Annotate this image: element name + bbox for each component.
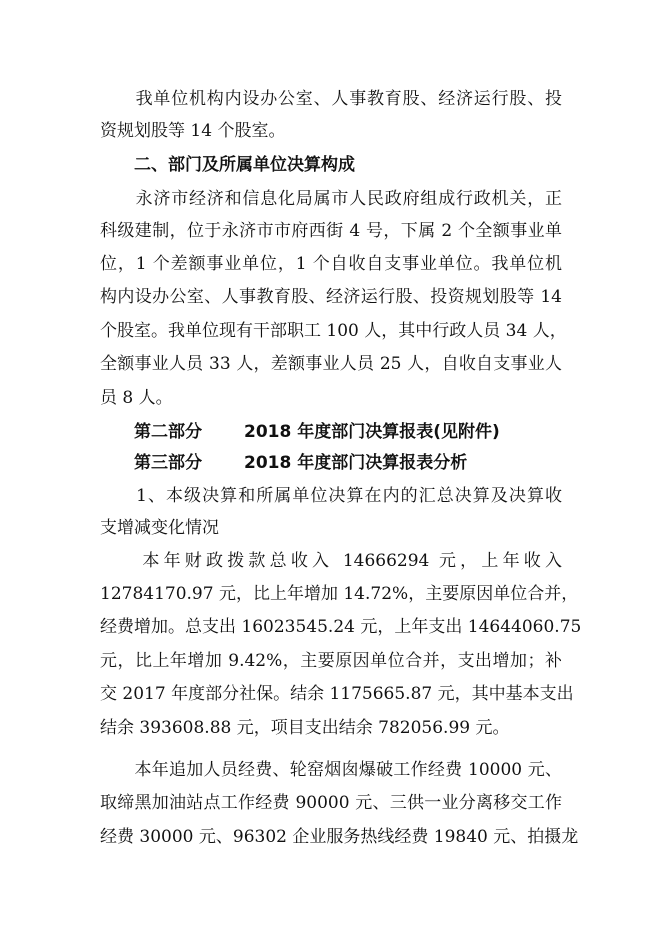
finance-line-2: 12784170.97 元，比上年增加 14.72%，主要原因单位合并， <box>100 584 579 604</box>
finance-line-5: 交 2017 年度部分社保。结余 1175665.87 元，其中基本支出 <box>100 684 574 704</box>
finance-line-4: 元，比上年增加 9.42%，主要原因单位合并，支出增加；补 <box>100 651 562 671</box>
extra-line-1: 本年追加人员经费、轮窑烟囱爆破工作经费 10000 元、 <box>100 760 562 780</box>
part-3-label: 第三部分 <box>134 453 202 473</box>
section2-line-2: 科级建制，位于永济市市府西街 4 号，下属 2 个全额事业单 <box>100 221 562 241</box>
finance-line-6: 结余 393608.88 元，项目支出结余 782056.99 元。 <box>100 718 510 738</box>
part-3-title: 2018 年度部门决算报表分析 <box>244 453 468 473</box>
section2-line-3: 位，1 个差额事业单位，1 个自收自支事业单位。我单位机 <box>100 254 562 274</box>
finance-line-3: 经费增加。总支出 16023545.24 元，上年支出 14644060.75 <box>100 617 582 637</box>
part-2-title: 2018 年度部门决算报表(见附件) <box>244 422 500 442</box>
finance-line-1: 本年财政拨款总收入 14666294 元，上年收入 <box>100 551 562 571</box>
item1-heading-line-1: 1、本级决算和所属单位决算在内的汇总决算及决算收 <box>100 486 562 506</box>
section2-line-5: 个股室。我单位现有干部职工 100 人，其中行政人员 34 人， <box>100 321 567 341</box>
section2-line-7: 员 8 人。 <box>100 388 173 408</box>
section-2-heading: 二、部门及所属单位决算构成 <box>100 155 355 175</box>
section2-line-6: 全额事业人员 33 人，差额事业人员 25 人，自收自支事业人 <box>100 354 562 374</box>
section2-line-4: 构内设办公室、人事教育股、经济运行股、投资规划股等 14 <box>100 287 562 307</box>
intro-line-2: 资规划股等 14 个股室。 <box>100 121 286 141</box>
intro-line-1: 我单位机构内设办公室、人事教育股、经济运行股、投 <box>100 89 562 109</box>
part-2-label: 第二部分 <box>134 422 202 442</box>
extra-line-3: 经费 30000 元、96302 企业服务热线经费 19840 元、拍摄龙 <box>100 827 579 847</box>
item1-heading-line-2: 支增减变化情况 <box>100 518 219 538</box>
extra-line-2: 取缔黑加油站点工作经费 90000 元、三供一业分离移交工作 <box>100 793 562 813</box>
section2-line-1: 永济市经济和信息化局属市人民政府组成行政机关，正 <box>100 189 562 209</box>
